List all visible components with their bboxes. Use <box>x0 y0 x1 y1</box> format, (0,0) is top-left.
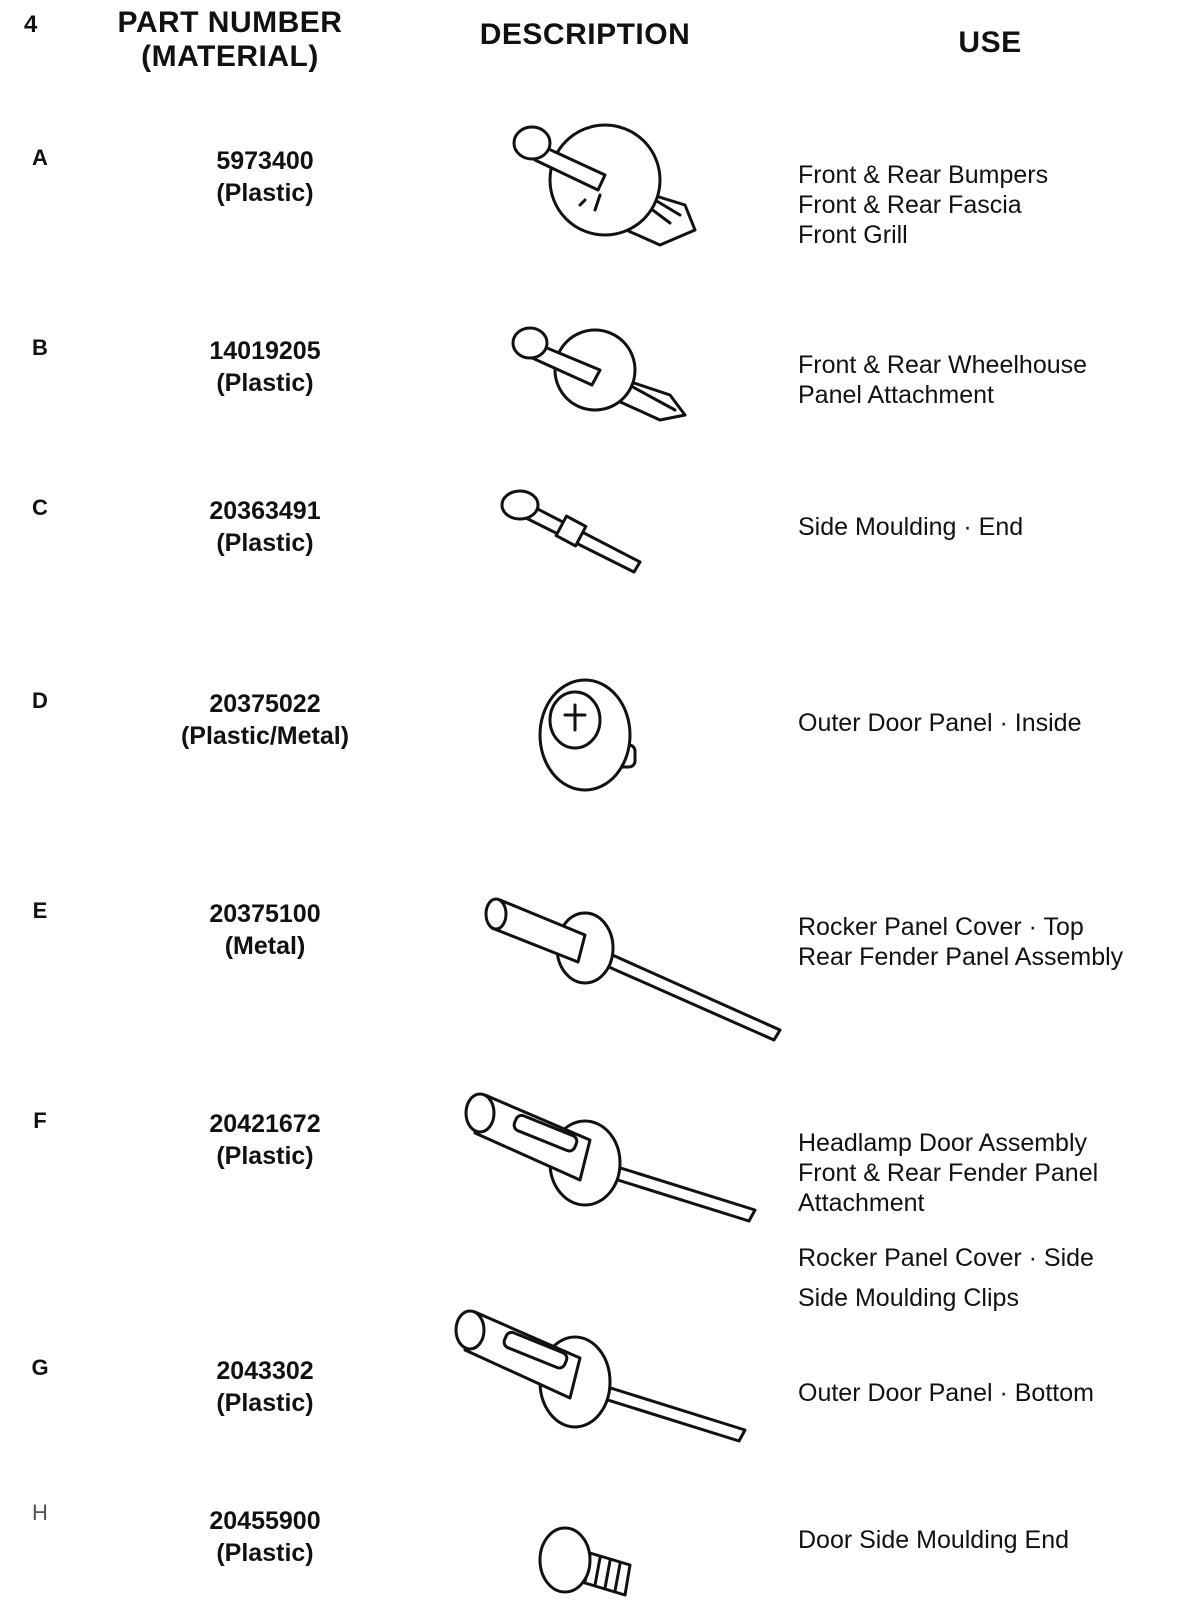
threaded-stud-icon <box>535 1520 645 1610</box>
use-list <box>798 912 1123 972</box>
use-list <box>798 708 1081 738</box>
use-list <box>798 1525 1069 1555</box>
use-line: Headlamp Door Assembly <box>798 1129 1088 1157</box>
use-line: Attachment <box>798 1189 925 1217</box>
use-list <box>798 350 1087 410</box>
push-pin-retainer-icon <box>510 315 700 435</box>
use-line: Front & Rear Wheelhouse <box>798 351 1088 379</box>
use-line: Rocker Panel Cover · Side <box>798 1244 1094 1272</box>
use-line: Front Grill <box>798 221 908 249</box>
use-line: Door Side Moulding End <box>798 1526 1069 1554</box>
material-value: (Plastic) <box>216 369 314 397</box>
part-number <box>140 688 390 752</box>
use-line: Side Moulding Clips <box>798 1284 1019 1312</box>
part-number-value: 5973400 <box>216 147 314 175</box>
material-label: (MATERIAL) <box>141 40 319 73</box>
use-line: Outer Door Panel · Inside <box>798 709 1082 737</box>
material-value: (Plastic) <box>216 1539 314 1567</box>
slotted-rivet-icon <box>465 1085 765 1245</box>
row-letter: H <box>32 1500 48 1525</box>
part-number <box>140 1505 390 1569</box>
pin-fastener-icon <box>500 480 660 590</box>
use-line: Rear Fender Panel Assembly <box>798 943 1124 971</box>
material-value: (Plastic) <box>216 529 314 557</box>
part-number <box>140 335 390 399</box>
row-letter: C <box>32 495 48 520</box>
part-number-value: 20421672 <box>209 1110 321 1138</box>
part-number-value: 20455900 <box>209 1507 321 1535</box>
use-line: Front & Rear Fender Panel <box>798 1159 1099 1187</box>
row-letter: G <box>31 1355 49 1380</box>
part-number-label: PART NUMBER <box>117 6 343 39</box>
row-letter: A <box>32 145 48 170</box>
row-letter: E <box>32 898 48 923</box>
use-line: Panel Attachment <box>798 381 994 409</box>
part-number-header <box>80 6 380 74</box>
corner-mark: 4 <box>24 11 38 38</box>
part-number <box>140 898 390 962</box>
use-header: USE <box>958 26 1022 59</box>
use-list <box>798 160 1048 250</box>
use-line: Side Moulding · End <box>798 513 1024 541</box>
part-number-value: 20375022 <box>209 690 321 718</box>
slotted-rivet-icon <box>455 1300 755 1460</box>
material-value: (Plastic) <box>216 1389 314 1417</box>
use-list <box>798 1378 1094 1408</box>
use-list <box>798 512 1023 542</box>
part-number <box>140 1108 390 1172</box>
material-value: (Plastic) <box>216 1142 314 1170</box>
push-pin-retainer-icon <box>510 115 710 255</box>
part-number-value: 14019205 <box>209 337 321 365</box>
part-number <box>140 495 390 559</box>
blind-rivet-icon <box>480 890 790 1060</box>
use-line: Rocker Panel Cover · Top <box>798 913 1084 941</box>
use-line: Outer Door Panel · Bottom <box>798 1379 1094 1407</box>
use-line: Front & Rear Fascia <box>798 191 1022 219</box>
material-value: (Plastic) <box>216 179 314 207</box>
material-value: (Plastic/Metal) <box>180 722 350 750</box>
material-value: (Metal) <box>224 932 306 960</box>
part-number <box>140 1355 390 1419</box>
part-number-value: 2043302 <box>216 1357 314 1385</box>
part-number-value: 20363491 <box>209 497 321 525</box>
row-letter: D <box>32 688 48 713</box>
part-number-value: 20375100 <box>209 900 321 928</box>
use-list-extra <box>798 1238 1094 1318</box>
use-line: Front & Rear Bumpers <box>798 161 1049 189</box>
row-letter: B <box>32 335 48 360</box>
part-number <box>140 145 390 209</box>
use-list <box>798 1128 1098 1218</box>
row-letter: F <box>33 1108 47 1133</box>
screw-grommet-icon <box>530 675 650 805</box>
description-header: DESCRIPTION <box>479 18 691 51</box>
